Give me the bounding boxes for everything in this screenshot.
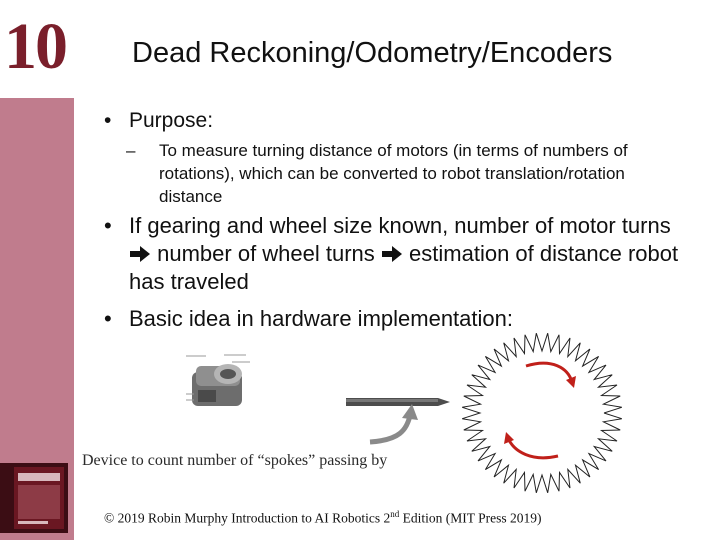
slide-title: Dead Reckoning/Odometry/Encoders [132, 37, 613, 69]
gearing-part-2: number of wheel turns [157, 241, 375, 266]
bullet-dot: • [104, 213, 112, 238]
right-arrow-icon [381, 245, 403, 263]
bullet-purpose-label: Purpose: [129, 109, 214, 132]
figure-caption: Device to count number of “spokes” passing by [82, 452, 388, 469]
slide-number: 10 [4, 10, 66, 83]
bullet-dot: • [104, 306, 112, 331]
book-cover-image [0, 463, 68, 533]
footer-text-start: © 2019 Robin Murphy Introduction to AI Robotics 2 [104, 510, 391, 526]
curved-pointer-arrow-icon [360, 400, 420, 450]
spoked-wheel-icon [452, 328, 632, 498]
gearing-part-3: estimation of distance robot has traveled [129, 241, 679, 294]
bullet-gearing-text [129, 212, 689, 296]
footer-copyright [104, 509, 542, 527]
footer-superscript: nd [390, 509, 400, 519]
sub-bullet-dash: – [126, 141, 136, 160]
right-arrow-icon [129, 245, 151, 263]
wheel-spokes [462, 333, 622, 493]
gearing-part-1: If gearing and wheel size known, number of motor turns [129, 213, 671, 238]
sub-bullet-text: To measure turning distance of motors (in terms of numbers of rotations), which can be converted to robot translation/rotation distance [159, 141, 628, 206]
encoder-device-image [184, 352, 254, 414]
footer-text-end: Edition (MIT Press 2019) [399, 510, 542, 526]
bullet-hardware-text: Basic idea in hardware implementation: [129, 306, 513, 331]
bullet-dot: • [104, 109, 112, 132]
